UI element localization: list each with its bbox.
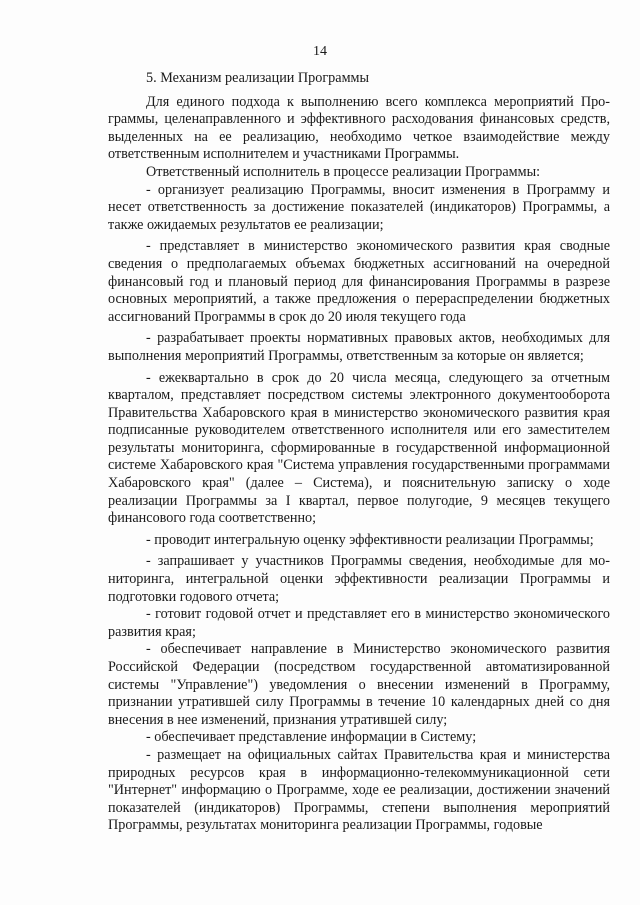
list-item-notifies-ministry: - обеспечивает направление в Министерство экономического развития Российской Федерации (посредством государственной автоматизированной системы "Управление") уведомления о внесении изменений в Программу, признании утратившей силу Программы в течение 10 календарных дней со дня внесения в нее изменений, признания утратившей силу; [108, 641, 610, 728]
list-item-publishes-online: - размещает на официальных сайтах Правительства края и министерства природных ресурсов края в информационно-телекоммуникационной сети "Интернет" информацию о Программе, ходе ее реализации, достижении значений показателей (индикаторов) Программы, степени выполнения мероприятий Программы, результатах мониторинга реализации Программы, годовые [108, 746, 610, 834]
list-item-submits-budget: - представляет в министерство экономического развития края сводные сведения о предполагаемых объемах бюджетных ассигнований на очередной финансовый год и плановый период для финансирования Программы в разрезе основных мероприятий, а также предложения о перераспределении бюджетных ассигнований Программы в срок до 20 июля текущего года [108, 238, 610, 325]
list-item-system-info: - обеспечивает представление информации в Систему; [146, 729, 477, 746]
paragraph-executor-intro: Ответственный исполнитель в процессе реализации Программы: [146, 163, 541, 180]
list-item-integral-assessment: - проводит интегральную оценку эффективности реализации Программы; [146, 531, 594, 548]
list-item-organizes: - организует реализацию Программы, вносит изменения в Программу и несет ответственность за достижение показателей (индикаторов) Программы, а также ожидаемых результатов ее реализации; [108, 181, 610, 233]
section-heading: 5. Механизм реализации Программы [146, 70, 370, 86]
document-body [108, 70, 610, 835]
list-item-quarterly-reports: - ежеквартально в срок до 20 числа месяца, следующего за отчетным кварталом, представляет посредством системы электронного документооборота Правительства Хабаровского края в министерство экономического развития края подписанные руководителем ответственного исполнителя или его заместителем результаты мониторинга, сформированные в государственной информационной системе Хабаровского края "Система управления государственными программами Хабаровского края" (далее – Система), и пояснительную записку о ходе реализации Программы за I квартал, первое полугодие, 9 месяцев текущего финансового года соответственно; [108, 369, 610, 527]
list-item-annual-report: - готовит годовой отчет и представляет его в министерство экономического развития края; [108, 606, 610, 640]
paragraph-intro: Для единого подхода к выполнению всего комплекса мероприятий Программы, целенаправленного и эффективного расходования финансовых средств, выделенных на ее реализацию, необходимо четкое взаимодействие между ответственным исполнителем и участниками Программы. [108, 93, 610, 163]
page-number: 14 [313, 44, 327, 59]
list-item-drafts-acts: - разрабатывает проекты нормативных правовых актов, необходимых для выполнения мероприятий Программы, ответственным за которые он является; [108, 330, 610, 364]
list-item-requests-info: - запрашивает у участников Программы сведения, необходимые для мониторинга, интегральной оценки эффективности реализации Программы и подготовки годового отчета; [108, 553, 610, 605]
